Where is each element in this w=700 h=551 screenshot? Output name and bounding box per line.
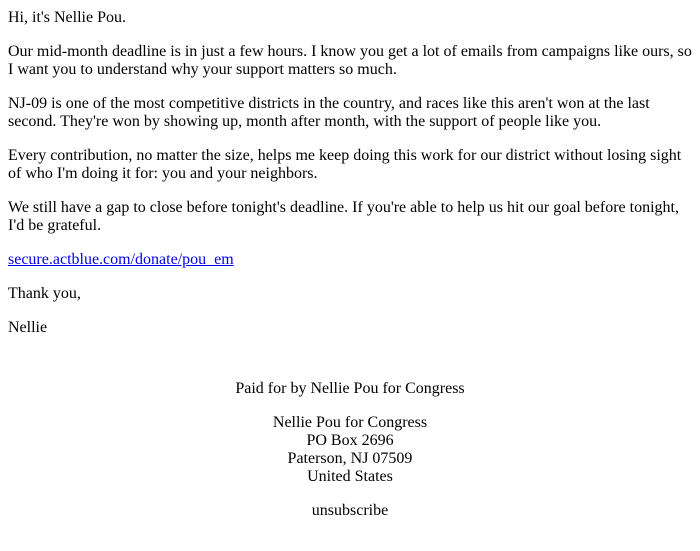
address-line1: PO Box 2696	[306, 432, 394, 449]
address-country: United States	[307, 468, 393, 485]
greeting: Hi, it's Nellie Pou.	[8, 9, 126, 26]
paragraph-deadline: Our mid-month deadline is in just a few hours. I know you get a lot of emails from campaigns like ours, so I want you to understand why your support matters so much.	[8, 43, 692, 78]
donate-link[interactable]: secure.actblue.com/donate/pou_em	[8, 251, 234, 268]
unsubscribe-link[interactable]: unsubscribe	[311, 502, 389, 519]
paragraph-goal: We still have a gap to close before tonight's deadline. If you're able to help us hit our goal before tonight, I'd be grateful.	[8, 199, 679, 234]
signature: Nellie	[8, 319, 48, 336]
address-line2: Paterson, NJ 07509	[287, 450, 413, 467]
mailing-address	[8, 414, 692, 486]
donate-paragraph	[8, 251, 692, 269]
closing: Thank you,	[8, 285, 81, 302]
address-name: Nellie Pou for Congress	[272, 414, 428, 431]
paragraph-contribution: Every contribution, no matter the size, helps me keep doing this work for our district without losing sight of who I'm doing it for: you and your neighbors.	[8, 147, 682, 182]
paragraph-district: NJ-09 is one of the most competitive districts in the country, and races like this aren't won at the last second. They're won by showing up, month after month, with the support of people like you.	[8, 95, 650, 130]
unsubscribe-paragraph	[8, 502, 692, 520]
paid-for-disclaimer: Paid for by Nellie Pou for Congress	[235, 380, 465, 397]
email-footer	[8, 380, 692, 520]
